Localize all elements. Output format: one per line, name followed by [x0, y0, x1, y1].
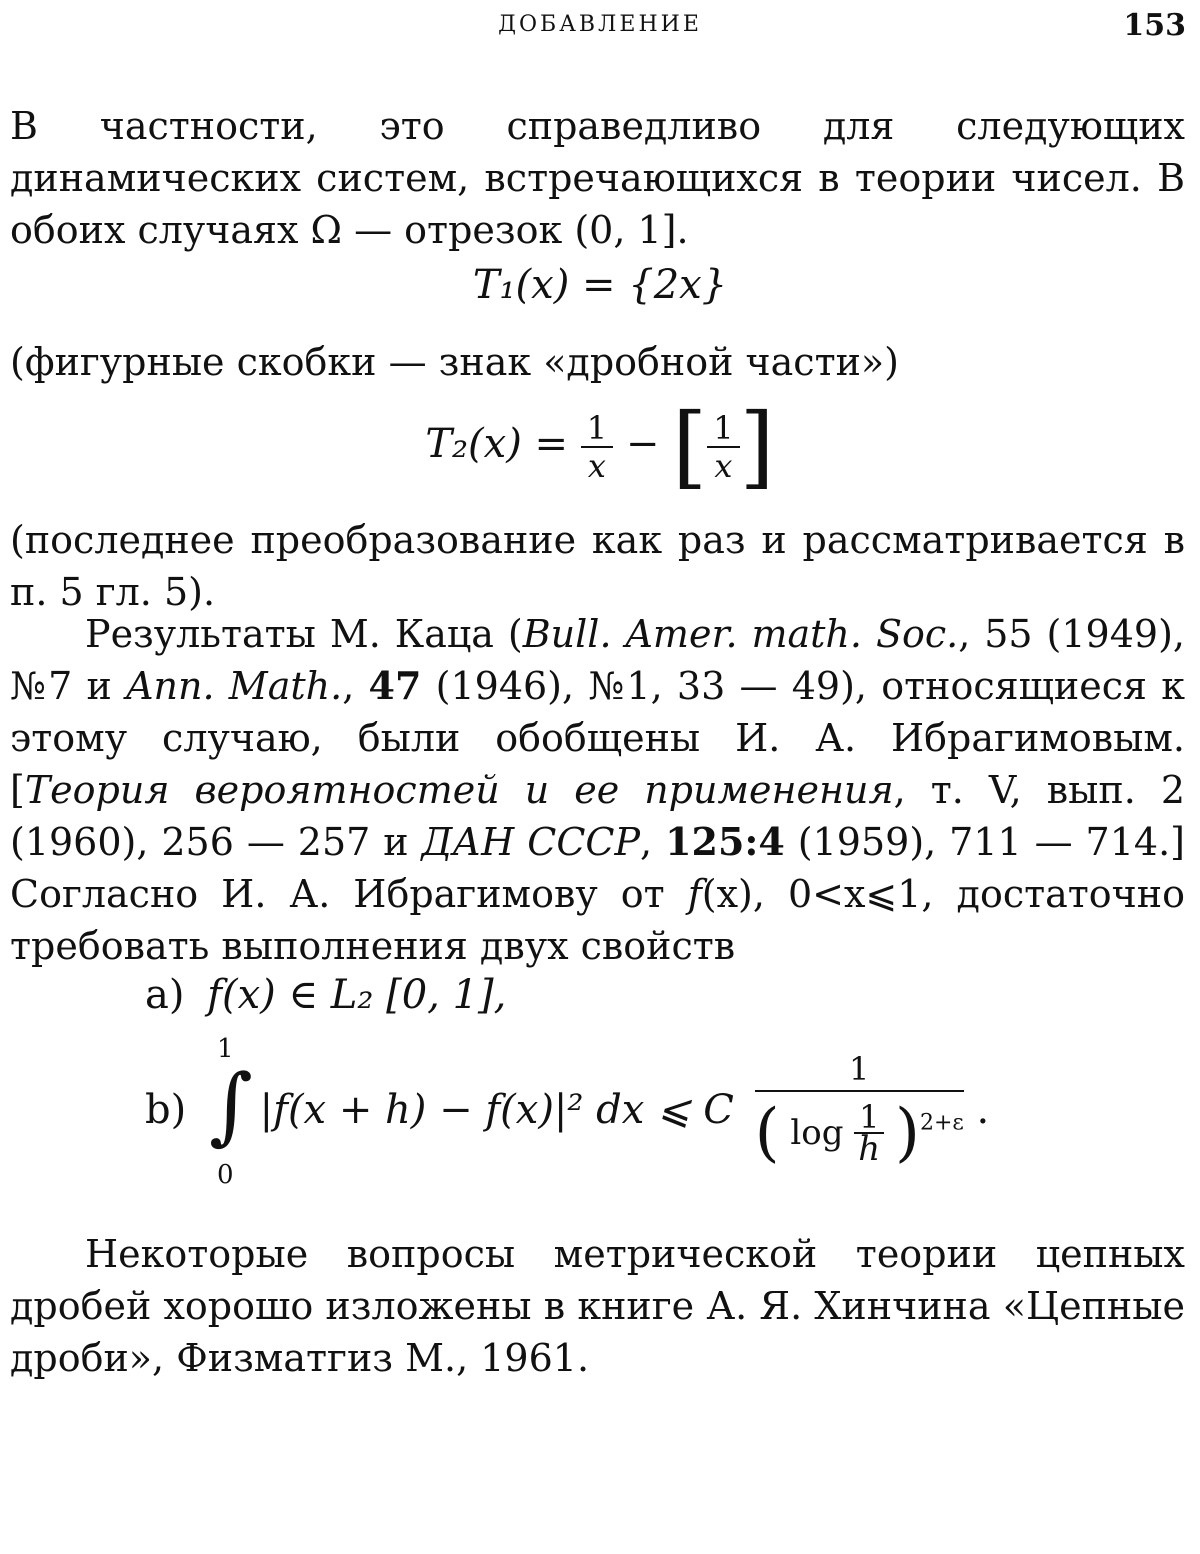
text-segment: (1946), №1, 33 — 49), относящиеся к этому случаю, были обобщены И. А. Ибрагимовым. [ [10, 664, 1185, 812]
paragraph-khinchin: Некоторые вопросы метрической теории цепных дробей хорошо изложены в книге А. Я. Хинчина «Цепные дроби», Физматгиз М., 1961. [10, 1232, 1185, 1380]
fraction-denominator: x [587, 447, 606, 485]
minus-sign: − [613, 421, 673, 467]
journal-title: Bull. Amer. math. Soc. [522, 612, 959, 656]
formula-end-period: . [976, 1087, 990, 1133]
condition-a-label: a) [145, 972, 185, 1018]
journal-title: Ann. Math. [126, 664, 343, 708]
paragraph-kac-results [10, 608, 1185, 972]
text-segment: , [640, 820, 666, 864]
small-denominator: h [858, 1129, 881, 1169]
text-segment: , [342, 664, 369, 708]
right-paren: ) [895, 1096, 920, 1170]
integral [208, 1034, 253, 1190]
fraction-denominator: x [714, 447, 733, 485]
integrand: |f(x + h) − f(x)|² dx ⩽ C [259, 1087, 734, 1133]
running-head: ДОБАВЛЕНИЕ [498, 12, 702, 37]
right-bracket: ] [739, 394, 775, 499]
formula-t2 [0, 394, 1200, 499]
fraction-numerator: 1 [707, 410, 739, 448]
condition-b [145, 1034, 990, 1200]
volume-number: 125:4 [665, 819, 785, 864]
formula-t2-lhs: T₂(x) = [425, 421, 581, 467]
log-function: log [790, 1113, 844, 1153]
condition-a [145, 972, 506, 1018]
page-number: 153 [1123, 8, 1186, 43]
bound-numerator: 1 [755, 1050, 964, 1092]
condition-a-expression: f(x) ∈ L₂ [0, 1], [207, 972, 507, 1018]
text-segment: Результаты М. Каца ( [85, 612, 523, 656]
fraction-numerator: 1 [581, 410, 613, 448]
volume-number: 47 [368, 663, 422, 708]
journal-title: Теория вероятностей и ее применения [24, 768, 894, 812]
function-symbol: f [687, 872, 702, 916]
text-segment: , 55 (1949), №7 и [10, 612, 1185, 708]
integral-lower-limit: 0 [216, 1160, 234, 1190]
paragraph-last-transform: (последнее преобразование как раз и рассматривается в п. 5 гл. 5). [10, 518, 1185, 614]
fraction-one-over-x-integer [707, 410, 739, 484]
bound-denominator [755, 1092, 964, 1170]
integral-sign: ∫ [208, 1056, 253, 1154]
integral-upper-limit: 1 [216, 1034, 234, 1064]
text-segment: (x), 0<x⩽1, достаточно требовать выполнения двух свойств [10, 872, 1186, 968]
paragraph-braces-note: (фигурные скобки — знак «дробной части») [10, 340, 900, 384]
small-numerator: 1 [854, 1102, 884, 1134]
formula-t1: T₁(x) = {2x} [472, 262, 728, 308]
fraction-one-over-x [581, 410, 613, 484]
text-segment: (1959), 711 — 714.] Согласно И. А. Ибрагимову от [10, 820, 1185, 916]
text-segment: , т. V, вып. 2 (1960), 256 — 257 и [10, 768, 1185, 864]
left-paren: ( [754, 1096, 780, 1170]
exponent: 2+ε [919, 1110, 964, 1136]
journal-title: ДАН СССР [421, 820, 641, 864]
condition-b-label: b) [145, 1087, 187, 1133]
paragraph-intro: В частности, это справедливо для следующих динамических систем, встречающихся в теории чисел. В обоих случаях Ω — отрезок (0, 1]. [10, 104, 1185, 252]
one-over-h [854, 1098, 884, 1169]
page-header [0, 8, 1200, 48]
left-bracket: [ [672, 394, 708, 499]
bound-fraction [755, 1050, 964, 1170]
